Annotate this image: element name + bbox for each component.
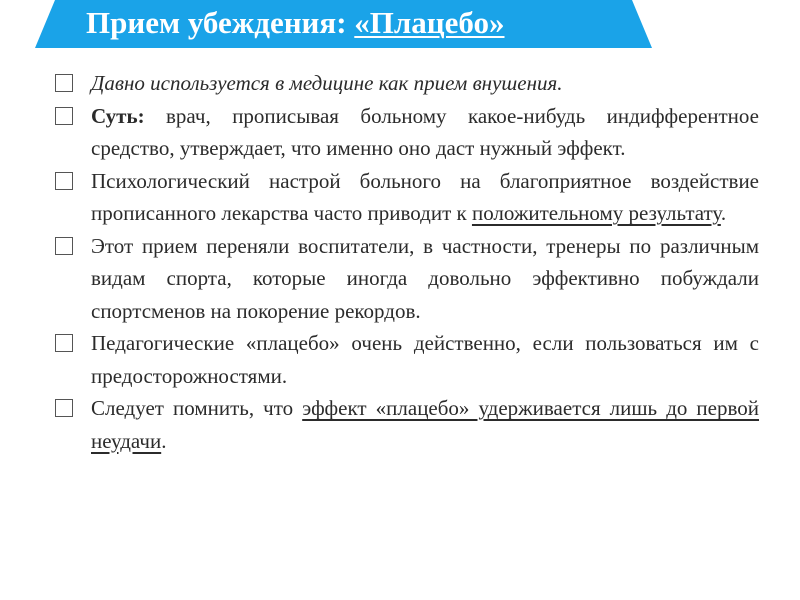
text-fragment: Давно используется в медицине как прием внушения. [91, 71, 563, 95]
list-item [0, 327, 800, 392]
list-item [0, 230, 800, 328]
checkbox-bullet-icon [55, 107, 73, 125]
checkbox-bullet-icon [55, 74, 73, 92]
checkbox-bullet-icon [55, 237, 73, 255]
list-item [0, 392, 800, 457]
list-item [0, 165, 800, 230]
title-placebo: «Плацебо» [354, 5, 505, 40]
text-fragment: . [720, 201, 727, 225]
text-fragment: Следует помнить, что [91, 396, 303, 420]
list-item-text [91, 100, 759, 165]
text-fragment: Этот прием переняли воспитатели, в частности, тренеры по различным видам спорта, которые иногда довольно эффективно побуждали спортсменов на покорение рекордов. [91, 233, 759, 323]
checkbox-bullet-icon [55, 399, 73, 417]
bullet-list [0, 67, 800, 457]
list-item-text [91, 67, 759, 100]
text-fragment: Психологический настрой больного на благоприятное воздействие прописанного лекарства часто приводит к [91, 168, 759, 225]
text-fragment: врач, прописывая больному какое-нибудь индифферентное средство, утверждает, что именно оно даст нужный эффект. [91, 103, 759, 160]
title-prefix: Прием убеждения: [86, 5, 355, 40]
text-fragment: . [161, 428, 167, 453]
checkbox-bullet-icon [55, 172, 73, 190]
list-item-text [91, 327, 759, 392]
title-band [0, 0, 800, 48]
list-item [0, 100, 800, 165]
page-title [86, 3, 505, 43]
text-fragment-underlined: эффект «плацебо» удерживается лишь до первой неудачи [91, 396, 760, 453]
text-fragment-underlined: положительному результату [471, 201, 721, 225]
list-item-text [91, 392, 759, 457]
text-fragment: Педагогические «плацебо» очень действенно, если пользоваться им с предосторожностями. [91, 331, 759, 388]
checkbox-bullet-icon [55, 334, 73, 352]
list-item [0, 67, 800, 100]
text-fragment: Суть: [91, 103, 145, 128]
list-item-text [91, 165, 759, 230]
list-item-text [91, 230, 759, 328]
